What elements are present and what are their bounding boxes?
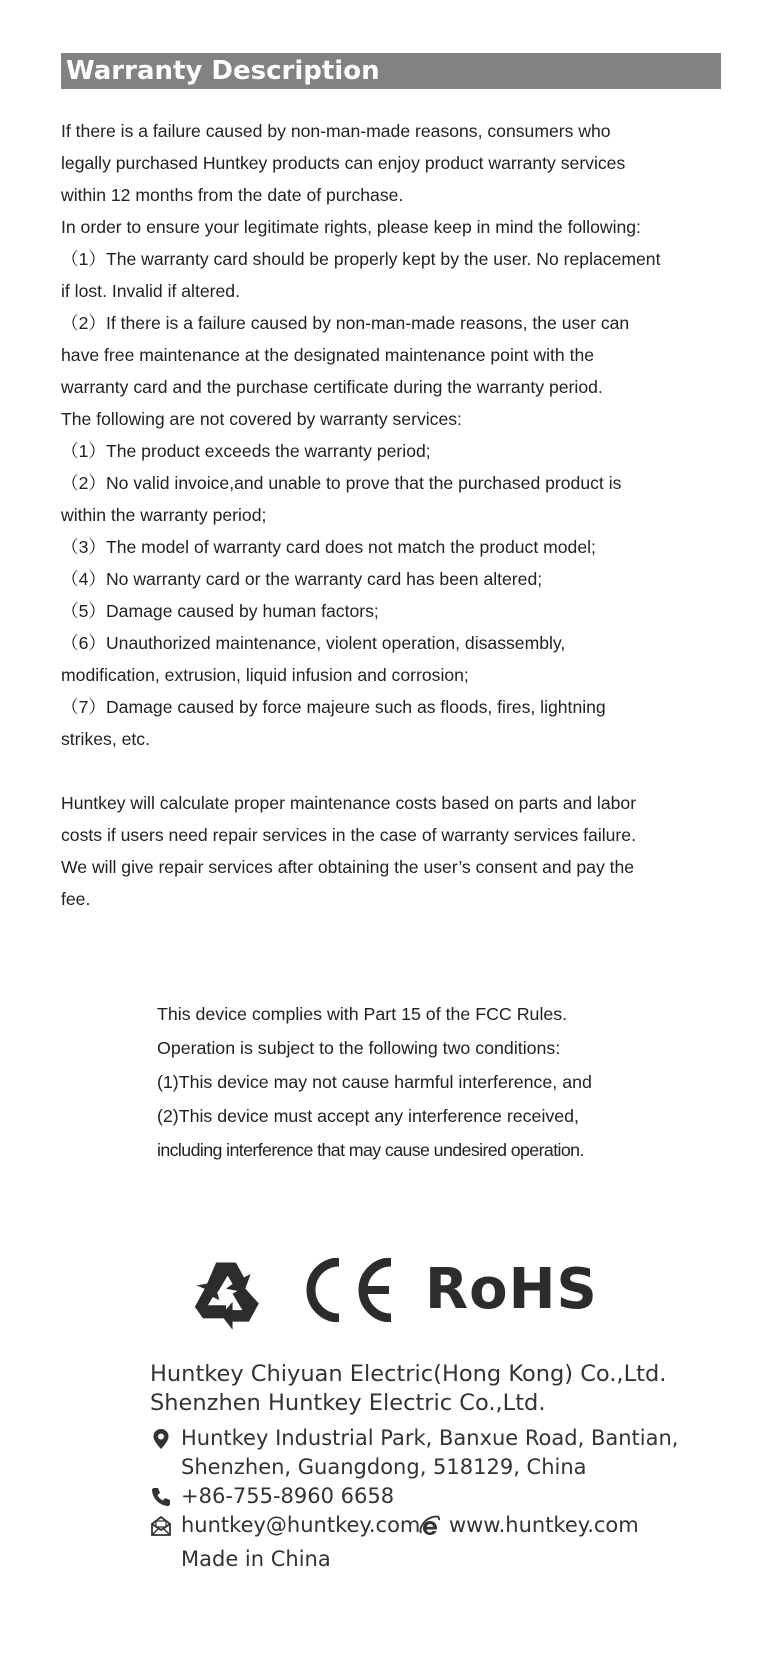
certification-logos <box>183 1250 603 1340</box>
phone-number: +86-755-8960 6658 <box>181 1484 395 1508</box>
warranty-line: within the warranty period; <box>61 505 267 525</box>
company-block <box>150 1360 770 1418</box>
warranty-line: （1）The warranty card should be properly kept by the user. No replacement <box>61 249 661 269</box>
email-web-row <box>150 1511 770 1540</box>
warranty-line: （1）The product exceeds the warranty period; <box>61 441 431 461</box>
warranty-line: The following are not covered by warranty services: <box>61 409 462 429</box>
recycle-icon <box>183 1256 269 1338</box>
warranty-line: We will give repair services after obtaining the user’s consent and pay the <box>61 857 635 877</box>
warranty-line: （2）If there is a failure caused by non-man-made reasons, the user can <box>61 313 630 333</box>
warranty-line: （6）Unauthorized maintenance, violent operation, disassembly, <box>61 633 566 653</box>
address-row <box>150 1453 770 1482</box>
company-name: Huntkey Chiyuan Electric(Hong Kong) Co.,Ltd. <box>150 1361 667 1387</box>
contact-block <box>150 1424 770 1540</box>
fcc-line: including interference that may cause undesired operation. <box>157 1140 584 1160</box>
email-icon <box>150 1515 172 1537</box>
made-in-label: Made in China <box>181 1547 331 1571</box>
blank-line <box>61 755 741 787</box>
fcc-line: (1)This device may not cause harmful interference, and <box>157 1072 592 1092</box>
warranty-line: （7）Damage caused by force majeure such as floods, fires, lightning <box>61 697 606 717</box>
phone-icon <box>150 1486 172 1508</box>
warranty-line: warranty card and the purchase certificate during the warranty period. <box>61 377 603 397</box>
warranty-line: modification, extrusion, liquid infusion and corrosion; <box>61 665 469 685</box>
section-header-bar <box>61 53 721 89</box>
warranty-line: In order to ensure your legitimate rights, please keep in mind the following: <box>61 217 641 237</box>
warranty-line: if lost. Invalid if altered. <box>61 281 240 301</box>
warranty-line: strikes, etc. <box>61 729 150 749</box>
fcc-line: (2)This device must accept any interference received, <box>157 1106 580 1126</box>
fcc-line: Operation is subject to the following two conditions: <box>157 1038 561 1058</box>
website-url: www.huntkey.com <box>449 1513 639 1537</box>
ce-mark-icon <box>305 1258 395 1322</box>
address-row <box>150 1424 770 1453</box>
warranty-line: within 12 months from the date of purchase. <box>61 185 404 205</box>
warranty-line: （3）The model of warranty card does not match the product model; <box>61 537 596 557</box>
warranty-line: （4）No warranty card or the warranty card has been altered; <box>61 569 543 589</box>
web-browser-icon <box>418 1515 442 1537</box>
warranty-line: Huntkey will calculate proper maintenance costs based on parts and labor <box>61 793 637 813</box>
warranty-text <box>61 115 741 915</box>
warranty-line: （5）Damage caused by human factors; <box>61 601 379 621</box>
warranty-line: legally purchased Huntkey products can enjoy product warranty services <box>61 153 626 173</box>
warranty-line: （2）No valid invoice,and unable to prove that the purchased product is <box>61 473 622 493</box>
fcc-statement <box>157 997 717 1167</box>
address-line: Shenzhen, Guangdong, 518129, China <box>181 1455 587 1479</box>
warranty-line: costs if users need repair services in the case of warranty services failure. <box>61 825 636 845</box>
warranty-line: If there is a failure caused by non-man-made reasons, consumers who <box>61 121 611 141</box>
address-line: Huntkey Industrial Park, Banxue Road, Bantian, <box>181 1426 679 1450</box>
section-title: Warranty Description <box>66 56 380 86</box>
company-name: Shenzhen Huntkey Electric Co.,Ltd. <box>150 1390 546 1416</box>
fcc-line: This device complies with Part 15 of the FCC Rules. <box>157 1004 568 1024</box>
warranty-line: fee. <box>61 889 91 909</box>
warranty-line: have free maintenance at the designated maintenance point with the <box>61 345 595 365</box>
email-address: huntkey@huntkey.com <box>181 1513 421 1537</box>
rohs-logo: RoHS <box>425 1257 598 1322</box>
phone-row <box>150 1482 770 1511</box>
location-pin-icon <box>150 1428 172 1450</box>
